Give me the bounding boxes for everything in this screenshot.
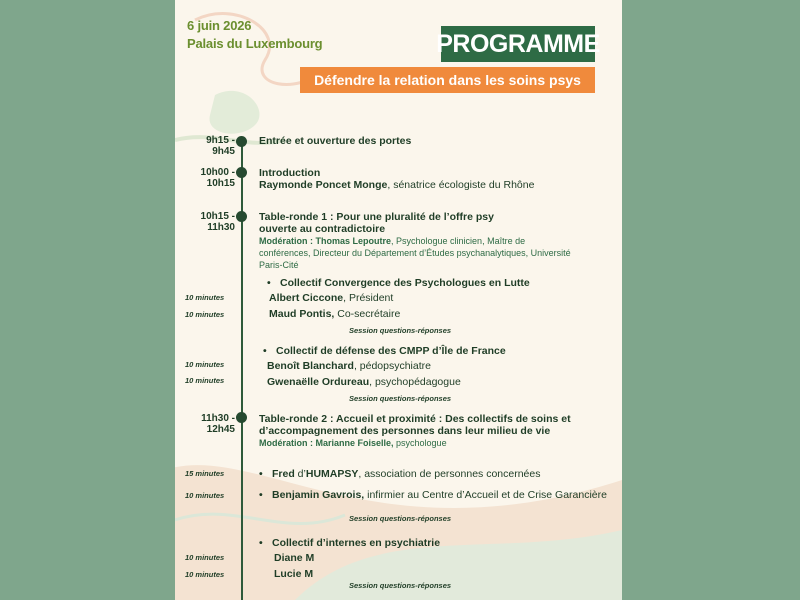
session-title: Table-ronde 1 : Pour une pluralité de l’offre psy ouverte au contradictoire [259,211,494,235]
moderation-detail: , Psychologue clinicien, Maître de conférences, Directeur du Département d’Études psychanalytiques, Université Paris-Cité [259,236,571,270]
session-speaker [259,179,589,191]
bullet-icon: • [263,345,267,357]
speaker-role: infirmier au Centre d’Accueil et de Crise Garancière [364,489,607,501]
session-moderation [259,235,579,271]
speaker-duration: 10 minutes [185,360,225,369]
speaker-role: , association de personnes concernées [358,468,541,480]
qa-session: Session questions-réponses [348,394,452,403]
speaker-duration: 10 minutes [185,570,225,579]
speaker-line [259,468,541,480]
speaker-name: Albert Ciccone [269,292,344,304]
qa-session: Session questions-réponses [348,581,452,590]
bullet-icon: • [259,468,263,480]
session-block [259,167,589,191]
moderation-label: Modération : Thomas Lepoutre [259,236,392,246]
speaker-duration: 10 minutes [185,553,225,562]
speaker-duration: 15 minutes [185,469,225,478]
bullet-icon: • [267,277,271,289]
bullet-icon: • [259,489,263,501]
session-title: Table-ronde 2 : Accueil et proximité : Des collectifs de soins et d’accompagnement des personnes dans leur milieu de vie [259,413,571,437]
speaker-duration: 10 minutes [185,376,225,385]
speaker-name: Diane M [274,552,315,564]
session-title: Entrée et ouverture des portes [259,135,412,147]
session-time: 11h30 - 12h45 [201,413,235,435]
session-block [259,413,579,449]
speaker-name: Benoît Blanchard [267,360,354,372]
group-heading: • Collectif de défense des CMPP d’Île de France [263,345,506,357]
programme-page [175,0,622,600]
moderation-detail: psychologue [393,438,447,448]
qa-session: Session questions-réponses [348,326,452,335]
page-subtitle: Défendre la relation dans les soins psys [300,67,595,93]
session-title: Introduction [259,167,321,179]
speaker-duration: 10 minutes [185,293,225,302]
session-moderation [259,437,579,449]
speaker-name-mid: d’ [294,468,306,480]
speaker-name: Maud Pontis, [269,308,335,320]
speaker-name: Raymonde Poncet Monge [259,179,388,191]
timeline-dot [236,211,247,222]
speaker-name: Fred [272,468,295,480]
speaker-name: Gwenaëlle Ordureau [267,376,370,388]
session-time: 9h15 - 9h45 [206,135,235,157]
speaker-role: , psychopédagogue [369,376,461,388]
speaker-name: Benjamin Gavrois, [272,489,365,501]
moderation-label: Modération : Marianne Foiselle, [259,438,394,448]
qa-session: Session questions-réponses [348,514,452,523]
session-block [259,211,579,271]
timeline-line [241,140,243,600]
speaker-role: Co-secrétaire [334,308,401,320]
speaker-line [274,552,314,564]
speaker-duration: 10 minutes [185,310,225,319]
group-heading: • Collectif d’internes en psychiatrie [259,537,441,549]
timeline-dot [236,136,247,147]
speaker-line [269,308,400,320]
speaker-duration: 10 minutes [185,491,225,500]
session-time: 10h15 - 11h30 [200,211,235,233]
event-venue: Palais du Luxembourg [187,36,323,51]
event-date: 6 juin 2026 [187,18,252,33]
speaker-role: , Président [343,292,394,304]
speaker-line [269,292,393,304]
group-heading: • Collectif Convergence des Psychologues en Lutte [267,277,530,289]
speaker-line [267,376,461,388]
speaker-name: Lucie M [274,568,314,580]
event-date-venue [187,17,322,53]
timeline-dot [236,412,247,423]
speaker-role: , sénatrice écologiste du Rhône [387,179,535,191]
session-time: 10h00 - 10h15 [200,167,235,189]
speaker-role: , pédopsychiatre [353,360,431,372]
page-title: PROGRAMME [441,26,595,62]
speaker-line [267,360,431,372]
speaker-line [274,568,313,580]
speaker-org: HUMAPSY [305,468,359,480]
bullet-icon: • [259,537,263,549]
speaker-line [259,489,607,501]
timeline-dot [236,167,247,178]
